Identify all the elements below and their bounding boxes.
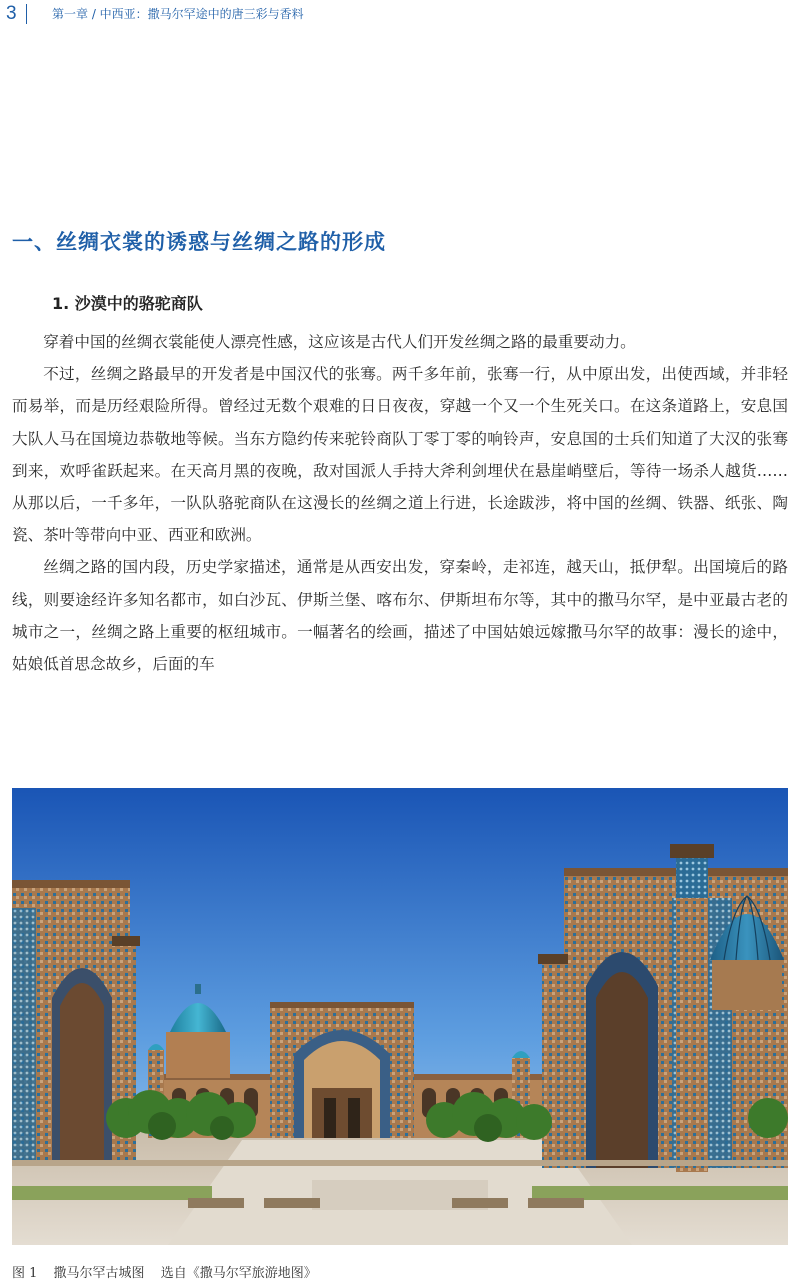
running-head-title: 第一章 / 中西亚：撒马尔罕途中的唐三彩与香料 bbox=[52, 7, 304, 21]
paragraph: 穿着中国的丝绸衣裳能使人漂亮性感，这应该是古代人们开发丝绸之路的最重要动力。 bbox=[43, 333, 636, 351]
lawn-left bbox=[12, 1186, 212, 1200]
caption-title: 撒马尔罕古城图 bbox=[53, 1266, 145, 1281]
body-text bbox=[12, 326, 788, 680]
low-wall bbox=[12, 1160, 788, 1166]
lawn-right bbox=[532, 1186, 788, 1200]
caption-number: 图 1 bbox=[12, 1266, 38, 1281]
caption-source: 选自《撒马尔罕旅游地图》 bbox=[160, 1266, 317, 1281]
figure-caption bbox=[12, 1262, 317, 1281]
paragraph: 不过，丝绸之路最早的开发者是中国汉代的张骞。两千多年前，张骞一行，从中原出发，出使西域，并非轻而易举，而是历经艰险所得。曾经过无数个艰难的日日夜夜，穿越一个又一个生死关口。在这条道路上，安息国大队人马在国境边恭敬地等候。当东方隐约传来驼铃商队丁零丁零的响铃声，安息国的士兵们知道了大汉的张骞到来，欢呼雀跃起来。在天高月黑的夜晚，敌对国派人手持大斧利剑埋伏在悬崖峭壁后，等待一场杀人越货……从那以后，一千多年，一队队骆驼商队在这漫长的丝绸之道上行进，长途跋涉，将中国的丝绸、铁器、纸张、陶瓷、茶叶等带向中亚、西亚和欧洲。 bbox=[12, 365, 788, 545]
subsection-title: 1. 沙漠中的骆驼商队 bbox=[52, 294, 203, 313]
section-title: 一、丝绸衣裳的诱惑与丝绸之路的形成 bbox=[12, 230, 386, 254]
header-divider bbox=[26, 4, 27, 24]
paragraph: 丝绸之路的国内段，历史学家描述，通常是从西安出发，穿秦岭，走祁连，越天山，抵伊犁。出国境后的路线，则要途经许多知名都市，如白沙瓦、伊斯兰堡、喀布尔、伊斯坦布尔等，其中的撒马尔罕，是中亚最古老的城市之一，丝绸之路上重要的枢纽城市。一幅著名的绘画，描述了中国姑娘远嫁撒马尔罕的故事：漫长的途中，姑娘低首思念故乡，后面的车 bbox=[12, 558, 788, 674]
running-header bbox=[0, 0, 800, 30]
page-number: 3 bbox=[6, 3, 17, 24]
registan-illustration bbox=[12, 788, 788, 1245]
figure-photo-registan bbox=[12, 788, 788, 1245]
